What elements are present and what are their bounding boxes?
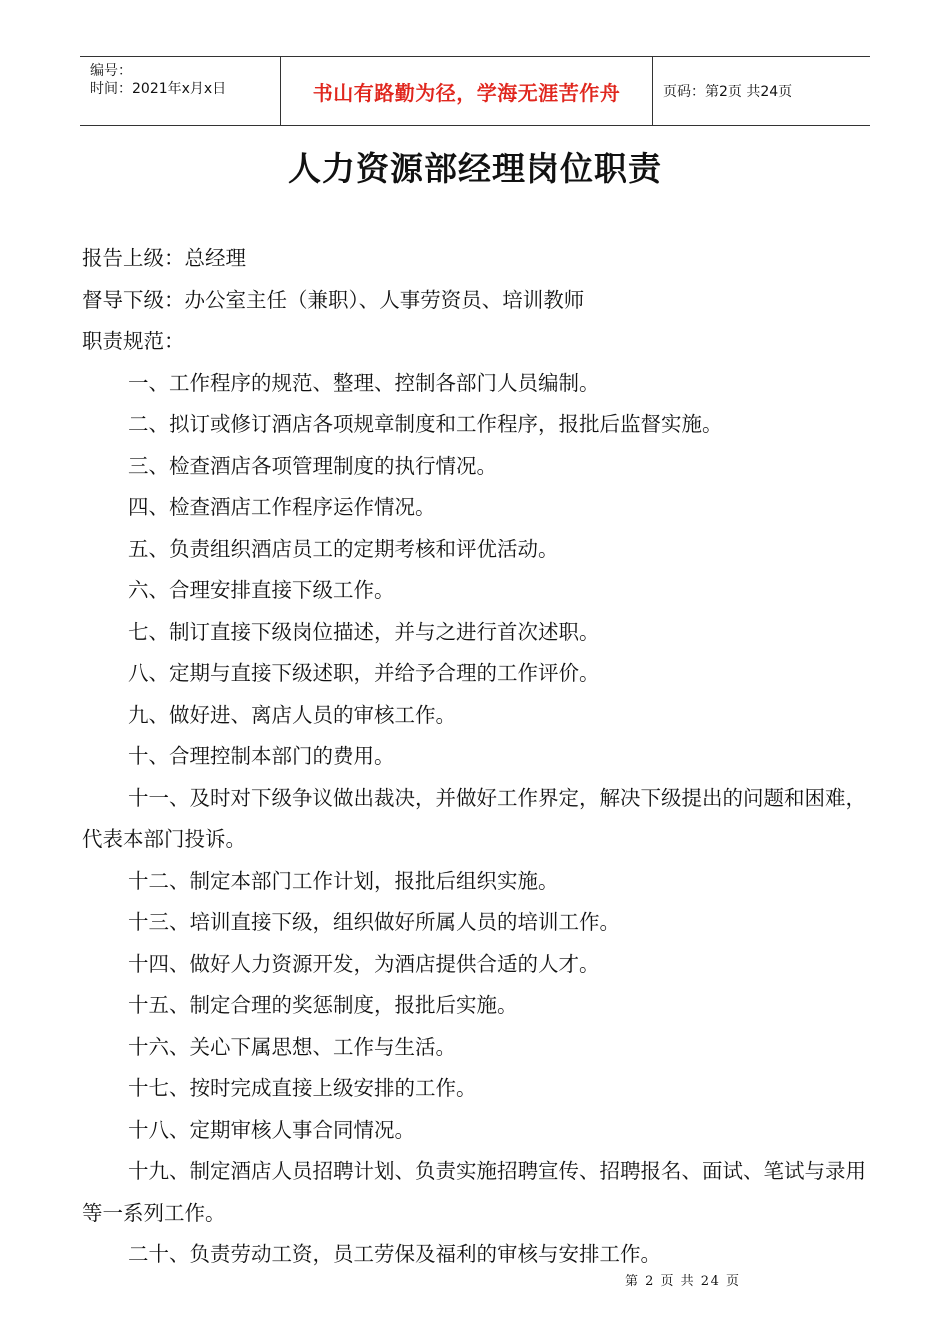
duty-item: 八、定期与直接下级述职，并给予合理的工作评价。	[128, 661, 600, 685]
supervises: 督导下级：办公室主任（兼职）、人事劳资员、培训教师	[82, 287, 585, 312]
duty-item: 十四、做好人力资源开发，为酒店提供合适的人才。	[128, 951, 600, 976]
duty-item: 十九、制定酒店人员招聘计划、负责实施招聘宣传、招聘报名、面试、笔试与录用等一系列工作。	[82, 1159, 866, 1225]
duty-item: 七、制订直接下级岗位描述，并与之进行首次述职。	[128, 619, 600, 644]
duty-item: 十八、定期审核人事合同情况。	[128, 1117, 415, 1142]
document-date: 时间：2021年x月x日	[90, 81, 227, 97]
duty-item: 十一、及时对下级争议做出裁决，并做好工作界定，解决下级提出的问题和困难，代表本部门投诉。	[82, 785, 866, 851]
duty-item: 五、负责组织酒店员工的定期考核和评优活动。	[128, 536, 559, 561]
page-footer: 第 2 页 共 24 页	[625, 1274, 741, 1289]
duty-item: 一、工作程序的规范、整理、控制各部门人员编制。	[128, 370, 600, 395]
duty-item: 十二、制定本部门工作计划，报批后组织实施。	[128, 868, 559, 893]
header-meta-cell	[80, 57, 281, 125]
document-body	[82, 238, 872, 1276]
header-page-info: 页码：第2页 共24页	[663, 84, 793, 100]
duty-item: 四、检查酒店工作程序运作情况。	[128, 495, 436, 519]
duty-item: 六、合理安排直接下级工作。	[128, 578, 395, 602]
duty-item: 九、做好进、离店人员的审核工作。	[128, 702, 456, 727]
page-title: 人力资源部经理岗位职责	[288, 149, 662, 188]
duty-item: 二十、负责劳动工资，员工劳保及福利的审核与安排工作。	[128, 1242, 661, 1266]
duty-item: 十五、制定合理的奖惩制度，报批后实施。	[128, 993, 518, 1017]
document-number-label: 编号：	[90, 63, 132, 79]
header-motto: 书山有路勤为径，学海无涯苦作舟	[281, 57, 653, 125]
duty-item: 十六、关心下属思想、工作与生活。	[128, 1034, 456, 1059]
duty-item: 二、拟订或修订酒店各项规章制度和工作程序，报批后监督实施。	[128, 412, 723, 436]
duty-item: 三、检查酒店各项管理制度的执行情况。	[128, 453, 497, 478]
duty-item: 十七、按时完成直接上级安排的工作。	[128, 1076, 477, 1100]
document-header	[80, 56, 870, 126]
duty-item: 十、合理控制本部门的费用。	[128, 744, 395, 768]
duty-item: 十三、培训直接下级，组织做好所属人员的培训工作。	[128, 910, 620, 934]
reports-to: 报告上级：总经理	[82, 246, 246, 270]
duties-label: 职责规范：	[82, 329, 185, 353]
